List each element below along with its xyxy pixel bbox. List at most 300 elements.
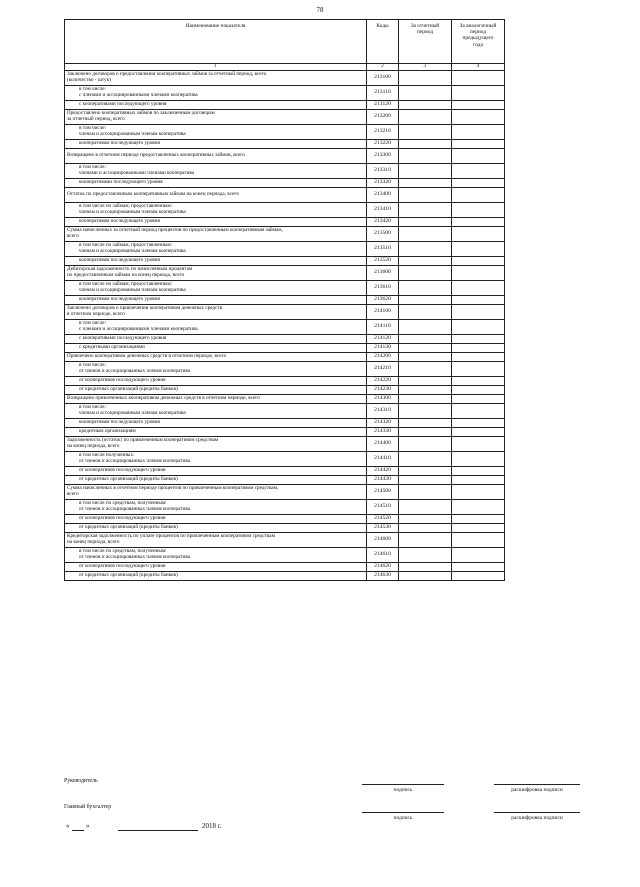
indicator-code: 213420 [367, 217, 399, 226]
table-row [65, 265, 505, 280]
indicator-code: 213200 [367, 109, 399, 124]
indicator-name [65, 475, 367, 484]
table-row [65, 124, 505, 139]
indicator-name [65, 217, 367, 226]
previous-period-value [452, 124, 505, 139]
indicator-name-line: в том числе по займам, предоставленным: [79, 202, 173, 209]
current-period-value [399, 484, 452, 499]
table-row [65, 484, 505, 499]
accountant-label: Главный бухгалтер [64, 804, 112, 810]
indicator-code: 214200 [367, 352, 399, 361]
previous-period-value [452, 499, 505, 514]
table-row [65, 70, 505, 85]
indicator-name-line: в том числе по займам, предоставленным: [79, 280, 173, 287]
indicator-code: 213320 [367, 178, 399, 187]
indicator-name [65, 100, 367, 109]
indicator-name-line: Сумма начисленных за отчетный период процентов по предоставленным кооперативным займам, [67, 226, 283, 233]
date-close-quote: » [86, 822, 90, 830]
previous-period-value [452, 562, 505, 571]
indicator-code: 213110 [367, 85, 399, 100]
previous-period-value [452, 403, 505, 418]
table-row [65, 187, 505, 202]
header-row [65, 20, 505, 64]
header-previous-line: период [469, 29, 487, 36]
indicator-name [65, 466, 367, 475]
report-table [64, 19, 505, 581]
indicator-name-line: кооперативам последующего уровня [79, 295, 160, 302]
indicator-name-line: с членами и ассоциированными членами кооператива [79, 91, 198, 98]
previous-period-value [452, 334, 505, 343]
head-decode-caption: расшифровка подписи [511, 787, 563, 793]
previous-period-value [452, 241, 505, 256]
accountant-decode-line [494, 812, 580, 813]
table-row [65, 343, 505, 352]
indicator-code: 214100 [367, 304, 399, 319]
indicator-name-line: от членов и ассоциированных членов кооператива [79, 367, 191, 374]
table-row [65, 427, 505, 436]
date-open-quote: « [66, 822, 70, 830]
indicator-code: 214600 [367, 532, 399, 547]
previous-period-value [452, 451, 505, 466]
indicator-name-line: членам и ассоциированным членам кооператива [79, 409, 186, 416]
indicator-name-line: от кооперативов последующего уровня [79, 562, 166, 569]
indicator-name [65, 532, 367, 547]
indicator-name [65, 376, 367, 385]
current-period-value [399, 217, 452, 226]
table-row [65, 163, 505, 178]
current-period-value [399, 280, 452, 295]
indicator-name [65, 202, 367, 217]
indicator-name-line: Кредиторская задолженность по уплате процентов по привлеченным кооперативом средствам [67, 532, 275, 539]
indicator-name-line: Возвращено привлеченных кооперативом денежных средств в отчетном периоде, всего [67, 394, 260, 401]
table-row [65, 475, 505, 484]
previous-period-value [452, 532, 505, 547]
indicator-name-line: кооперативам последующего уровня [79, 256, 160, 263]
indicator-name-line: по предоставленным займам на конец периода, всего [67, 271, 185, 278]
indicator-code: 213120 [367, 100, 399, 109]
indicator-name-line: в том числе: [79, 319, 107, 326]
indicator-name-line: кредитным организациям [79, 427, 136, 434]
previous-period-value [452, 436, 505, 451]
previous-period-value [452, 163, 505, 178]
indicator-name-line: членам и ассоциированным членам кооператива [79, 208, 186, 215]
header-previous-line: За аналогичный [459, 23, 497, 29]
indicator-code: 214620 [367, 562, 399, 571]
table-row [65, 514, 505, 523]
indicator-name [65, 547, 367, 562]
current-period-value [399, 241, 452, 256]
indicator-name-line: на конец периода, всего [67, 538, 120, 545]
column-number: 4 [452, 64, 505, 71]
table-row [65, 178, 505, 187]
indicator-code: 214320 [367, 418, 399, 427]
current-period-value [399, 523, 452, 532]
current-period-value [399, 124, 452, 139]
indicator-name [65, 484, 367, 499]
indicator-code: 214410 [367, 451, 399, 466]
current-period-value [399, 418, 452, 427]
indicator-name [65, 361, 367, 376]
indicator-code: 214130 [367, 343, 399, 352]
current-period-value [399, 148, 452, 163]
indicator-name-line: кооперативам последующего уровня [79, 217, 160, 224]
indicator-code: 214110 [367, 319, 399, 334]
indicator-name-line: от кооперативов последующего уровня [79, 376, 166, 383]
table-row [65, 304, 505, 319]
table-row [65, 319, 505, 334]
table-row [65, 523, 505, 532]
previous-period-value [452, 475, 505, 484]
indicator-name-line: в том числе полученных: [79, 451, 135, 458]
table-row [65, 571, 505, 580]
indicator-name [65, 178, 367, 187]
indicator-name-line: всего [67, 490, 79, 497]
previous-period-value [452, 139, 505, 148]
indicator-code: 214230 [367, 385, 399, 394]
previous-period-value [452, 178, 505, 187]
column-number: 2 [367, 64, 399, 71]
previous-period-value [452, 394, 505, 403]
previous-period-value [452, 226, 505, 241]
indicator-name [65, 523, 367, 532]
current-period-value [399, 499, 452, 514]
previous-period-value [452, 352, 505, 361]
indicator-name-line: от кредитных организаций (кредиты банков) [79, 475, 178, 482]
indicator-name [65, 343, 367, 352]
table-row [65, 436, 505, 451]
indicator-name-line: от членов и ассоциированных членов кооператива [79, 505, 191, 512]
current-period-value [399, 295, 452, 304]
table-row [65, 256, 505, 265]
indicator-code: 213310 [367, 163, 399, 178]
indicator-name-line: в том числе: [79, 124, 107, 131]
table-row [65, 562, 505, 571]
current-period-value [399, 547, 452, 562]
current-period-value [399, 532, 452, 547]
header-previous [452, 20, 505, 64]
table-row [65, 295, 505, 304]
current-period-value [399, 334, 452, 343]
current-period-value [399, 466, 452, 475]
indicator-name [65, 394, 367, 403]
previous-period-value [452, 280, 505, 295]
previous-period-value [452, 319, 505, 334]
previous-period-value [452, 256, 505, 265]
indicator-name-line: (количество - штук) [67, 76, 111, 83]
previous-period-value [452, 523, 505, 532]
indicator-code: 214120 [367, 334, 399, 343]
previous-period-value [452, 217, 505, 226]
indicator-code: 214400 [367, 436, 399, 451]
indicator-name-line: в том числе: [79, 85, 107, 92]
current-period-value [399, 70, 452, 85]
table-row [65, 202, 505, 217]
indicator-name [65, 163, 367, 178]
current-period-value [399, 361, 452, 376]
indicator-name [65, 109, 367, 124]
indicator-name [65, 226, 367, 241]
table-row [65, 217, 505, 226]
indicator-name-line: от кооперативов последующего уровня [79, 466, 166, 473]
header-current-line: За отчетный [410, 23, 440, 29]
current-period-value [399, 139, 452, 148]
header-current-line: период [416, 29, 434, 36]
previous-period-value [452, 109, 505, 124]
previous-period-value [452, 547, 505, 562]
indicator-name-line: в том числе по средствам, полученным: [79, 499, 167, 506]
indicator-name-line: Дебиторская задолженность по начисленным процентам [67, 265, 193, 272]
current-period-value [399, 385, 452, 394]
indicator-name [65, 385, 367, 394]
table-row [65, 139, 505, 148]
current-period-value [399, 514, 452, 523]
indicator-name-line: Привлечено кооперативом денежных средств в отчетном периоде, всего [67, 352, 227, 359]
current-period-value [399, 319, 452, 334]
indicator-code: 213210 [367, 124, 399, 139]
indicator-code: 213520 [367, 256, 399, 265]
current-period-value [399, 376, 452, 385]
indicator-name-line: Предоставлено кооперативных займов по заключенным договорам [67, 109, 215, 116]
current-period-value [399, 352, 452, 361]
table-row [65, 280, 505, 295]
column-number: 1 [65, 64, 367, 71]
indicator-code: 214530 [367, 523, 399, 532]
indicator-code: 213220 [367, 139, 399, 148]
accountant-signature-caption: подпись [393, 815, 413, 821]
indicator-code: 214420 [367, 466, 399, 475]
indicator-code: 214610 [367, 547, 399, 562]
header-previous-line: предыдущего [462, 35, 494, 42]
indicator-name [65, 304, 367, 319]
previous-period-value [452, 343, 505, 352]
indicator-code: 213300 [367, 148, 399, 163]
indicator-code: 214220 [367, 376, 399, 385]
indicator-name [65, 265, 367, 280]
current-period-value [399, 403, 452, 418]
indicator-name [65, 427, 367, 436]
head-label: Руководитель [64, 778, 98, 784]
current-period-value [399, 178, 452, 187]
table-row [65, 226, 505, 241]
indicator-name [65, 514, 367, 523]
previous-period-value [452, 466, 505, 475]
accountant-signature-line [362, 812, 444, 813]
indicator-name-line: кооперативами последующего уровня [79, 178, 163, 185]
indicator-name-line: всего [67, 232, 79, 239]
head-decode-line [494, 784, 580, 785]
indicator-name [65, 319, 367, 334]
indicator-name [65, 403, 367, 418]
previous-period-value [452, 265, 505, 280]
previous-period-value [452, 514, 505, 523]
indicator-name [65, 256, 367, 265]
table-row [65, 334, 505, 343]
indicator-name-line: от членов и ассоциированных членов кооператива [79, 457, 191, 464]
previous-period-value [452, 484, 505, 499]
indicator-name [65, 85, 367, 100]
current-period-value [399, 475, 452, 484]
current-period-value [399, 571, 452, 580]
indicator-name-line: Возвращено в отчетном периоде предоставленных кооперативных займов, всего [67, 151, 245, 158]
indicator-name-line: в том числе: [79, 163, 107, 170]
indicator-code: 214500 [367, 484, 399, 499]
previous-period-value [452, 148, 505, 163]
table-row [65, 85, 505, 100]
previous-period-value [452, 187, 505, 202]
current-period-value [399, 256, 452, 265]
indicator-name [65, 124, 367, 139]
indicator-name [65, 70, 367, 85]
previous-period-value [452, 295, 505, 304]
current-period-value [399, 562, 452, 571]
date-year: 2018 г. [202, 822, 222, 830]
previous-period-value [452, 85, 505, 100]
indicator-name-line: в отчетном периоде, всего [67, 310, 125, 317]
indicator-code: 213600 [367, 265, 399, 280]
indicator-name [65, 139, 367, 148]
indicator-name-line: в том числе: [79, 403, 107, 410]
previous-period-value [452, 385, 505, 394]
indicator-name [65, 334, 367, 343]
indicator-code: 214520 [367, 514, 399, 523]
table-row [65, 394, 505, 403]
previous-period-value [452, 70, 505, 85]
page-number: 78 [316, 6, 324, 14]
header-code: Коды [367, 20, 399, 64]
current-period-value [399, 436, 452, 451]
indicator-name [65, 295, 367, 304]
indicator-name [65, 187, 367, 202]
indicator-code: 213620 [367, 295, 399, 304]
table-row [65, 499, 505, 514]
previous-period-value [452, 361, 505, 376]
indicator-code: 214630 [367, 571, 399, 580]
current-period-value [399, 427, 452, 436]
head-signature-line [362, 784, 444, 785]
indicator-name-line: в том числе: [79, 361, 107, 368]
table-row [65, 418, 505, 427]
table-row [65, 361, 505, 376]
indicator-code: 214300 [367, 394, 399, 403]
table-row [65, 532, 505, 547]
indicator-name-line: Заключено договоров о привлечении кооперативом денежных средств [67, 304, 223, 311]
header-previous-line: года [473, 41, 483, 48]
indicator-name-line: членами и ассоциированными членами кооператива [79, 169, 195, 176]
previous-period-value [452, 571, 505, 580]
previous-period-value [452, 304, 505, 319]
current-period-value [399, 100, 452, 109]
indicator-name-line: от кредитных организаций (кредиты банков) [79, 385, 178, 392]
indicator-name [65, 418, 367, 427]
indicator-name-line: Заключено договоров о предоставлении кооперативных займов за отчетный период, всего [67, 70, 267, 77]
date-month-line [118, 830, 198, 831]
table-row [65, 109, 505, 124]
indicator-name-line: кооперативам последующего уровня [79, 139, 160, 146]
indicator-name-line: в том числе по средствам, полученным: [79, 547, 167, 554]
previous-period-value [452, 418, 505, 427]
current-period-value [399, 202, 452, 217]
date-day-line [72, 830, 84, 831]
table-row [65, 466, 505, 475]
indicator-name-line: членам и ассоциированным членам кооператива [79, 247, 186, 254]
indicator-code: 213400 [367, 187, 399, 202]
indicator-name-line: Задолженность (остаток) по привлеченным кооперативом средствам [67, 436, 219, 443]
indicator-name [65, 499, 367, 514]
indicator-name-line: Остаток по предоставленным кооперативным займам на конец периода, всего [67, 190, 239, 197]
table-row [65, 376, 505, 385]
accountant-decode-caption: расшифровка подписи [511, 815, 563, 821]
indicator-name [65, 571, 367, 580]
indicator-code: 214210 [367, 361, 399, 376]
column-number: 3 [399, 64, 452, 71]
table-row [65, 352, 505, 361]
indicator-name-line: от членов и ассоциированных членов кооператива [79, 553, 191, 560]
indicator-code: 213100 [367, 70, 399, 85]
indicator-name-line: с кооперативами последующего уровня [79, 100, 167, 107]
current-period-value [399, 187, 452, 202]
previous-period-value [452, 427, 505, 436]
indicator-name-line: Сумма начисленных в отчетном периоде процентов по привлеченным кооперативом средствам, [67, 484, 279, 491]
indicator-name-line: за отчетный период, всего [67, 115, 125, 122]
table-row [65, 100, 505, 109]
current-period-value [399, 343, 452, 352]
indicator-name [65, 280, 367, 295]
indicator-code: 213500 [367, 226, 399, 241]
current-period-value [399, 109, 452, 124]
indicator-code: 214330 [367, 427, 399, 436]
previous-period-value [452, 376, 505, 385]
current-period-value [399, 163, 452, 178]
previous-period-value [452, 100, 505, 109]
previous-period-value [452, 202, 505, 217]
current-period-value [399, 85, 452, 100]
current-period-value [399, 394, 452, 403]
report-rows [65, 70, 505, 580]
indicator-code: 214430 [367, 475, 399, 484]
current-period-value [399, 226, 452, 241]
indicator-code: 213410 [367, 202, 399, 217]
indicator-name-line: с кооперативами последующего уровня [79, 334, 167, 341]
indicator-code: 213610 [367, 280, 399, 295]
table-row [65, 148, 505, 163]
indicator-name-line: с кредитными организациями [79, 343, 145, 350]
indicator-code: 213510 [367, 241, 399, 256]
indicator-name-line: кооперативам последующего уровня [79, 418, 160, 425]
table-row [65, 385, 505, 394]
indicator-name-line: от кредитных организаций (кредиты банков) [79, 571, 178, 578]
indicator-code: 214510 [367, 499, 399, 514]
header-name: Наименование показателя [65, 20, 367, 64]
indicator-name-line: на конец периода, всего [67, 442, 120, 449]
indicator-name [65, 451, 367, 466]
table-row [65, 241, 505, 256]
indicator-name-line: членам и ассоциированным членам кооператива [79, 286, 186, 293]
indicator-name-line: от кредитных организаций (кредиты банков) [79, 523, 178, 530]
indicator-name [65, 352, 367, 361]
indicator-name [65, 562, 367, 571]
table-row [65, 547, 505, 562]
indicator-name [65, 241, 367, 256]
current-period-value [399, 265, 452, 280]
table-row [65, 403, 505, 418]
header-current [399, 20, 452, 64]
indicator-name-line: с членами и ассоциированными членами кооператива [79, 325, 198, 332]
indicator-name-line: от кооперативов последующего уровня [79, 514, 166, 521]
indicator-name [65, 148, 367, 163]
indicator-name-line: в том числе по займам, предоставленным: [79, 241, 173, 248]
table-row [65, 451, 505, 466]
current-period-value [399, 304, 452, 319]
